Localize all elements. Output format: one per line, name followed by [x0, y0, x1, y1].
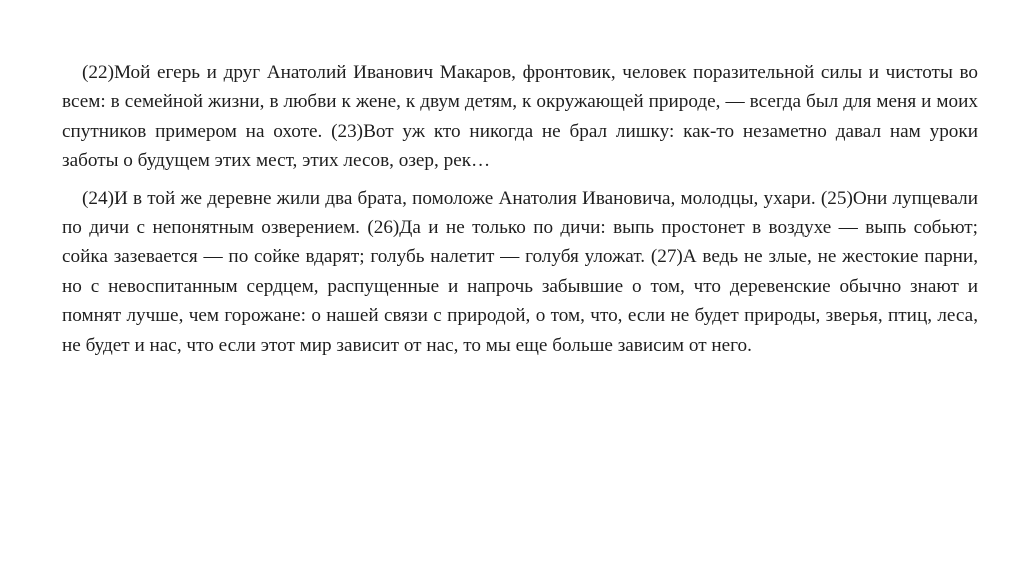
paragraph-1: (22)Мой егерь и друг Анатолий Иванович Макаров, фронтовик, человек поразительной силы и чистоты во всем: в семейной жизни, в любви к жене, к двум детям, к окружающей природе, — всегда был для меня и моих спутников примером на охоте. (23)Вот уж кто никогда не брал лишку: как-то незаметно давал нам уроки заботы о будущем этих мест, этих лесов, озер, рек… [62, 62, 978, 172]
paragraph-2: (24)И в той же деревне жили два брата, помоложе Анатолия Ивановича, молодцы, ухари. (25)Они лупцевали по дичи с непонятным озверением. (26)Да и не только по дичи: выпь простонет в воздухе — выпь собьют; сойка зазевается — по сойке вдарят; голубь налетит — голубя уложат. (27)А ведь не злые, не жестокие парни, но с невоспитанным сердцем, распущенные и напрочь забывшие о том, что деревенские обычно знают и помнят лучше, чем горожане: о нашей связи с природой, о том, что, если не будет природы, зверья, птиц, леса, не будет и нас, что если этот мир зависит от нас, то мы еще больше зависим от него. [62, 187, 978, 356]
text-block [62, 58, 978, 360]
